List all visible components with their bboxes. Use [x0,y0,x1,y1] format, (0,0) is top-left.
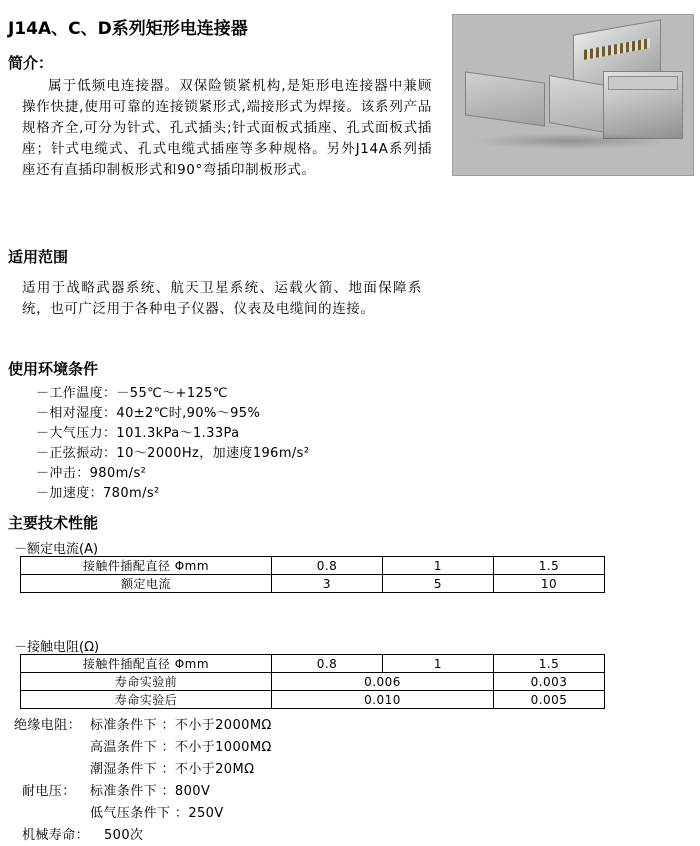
connector-pins-icon [584,38,650,60]
environment-item-1: －相对湿度：40±2℃时,90%～95% [36,406,261,421]
intro-heading: 简介： [8,54,54,72]
cell-h1: 0.8 [272,655,383,673]
product-photo [452,14,694,176]
cell-r1c0: 额定电流 [21,575,272,593]
cell-h0: 接触件插配直径 Φmm [21,655,272,673]
cell-r1c3: 10 [494,575,605,593]
connector-lip-icon [608,76,678,90]
voltage-item-1: 低气压条件下 ：250V [90,806,224,821]
cell-r0c0: 接触件插配直径 Φmm [21,557,272,575]
cell-r1c2: 0.005 [494,691,605,709]
table-row [21,673,605,691]
rated-current-label: －额定电流(A) [14,542,99,557]
scope-heading: 适用范围 [8,248,69,266]
insulation-item-2: 潮湿条件下 ：不小于20MΩ [90,762,255,777]
scope-body: 适用于战略武器系统、航天卫星系统、运载火箭、地面保障系统，也可广泛用于各种电子仪器、仪表及电缆间的连接。 [22,280,422,317]
environment-item-3: －正弦振动：10～2000Hz，加速度196m/s² [36,446,310,461]
mechanical-life-value: 500次 [104,828,144,843]
insulation-label: 绝缘电阻： [14,718,82,733]
cell-r1c1: 3 [272,575,383,593]
cell-r0c2: 0.003 [494,673,605,691]
insulation-item-1: 高温条件下 ：不小于1000MΩ [90,740,272,755]
cell-r0c3: 1.5 [494,557,605,575]
mechanical-life-label: 机械寿命： [22,828,90,843]
cell-h3: 1.5 [494,655,605,673]
voltage-item-0: 标准条件下 ：800V [90,784,211,799]
photo-inner [453,15,693,175]
performance-heading: 主要技术性能 [8,514,99,532]
contact-resistance-label: －接触电阻(Ω) [14,640,100,655]
table-row [21,691,605,709]
intro-body: 属于低频电连接器。双保险锁紧机构,是矩形电连接器中兼顾操作快捷,使用可靠的连接锁紧形式,端接形式为焊接。该系列产品规格齐全,可分为针式、孔式插头;针式面板式插座、孔式面板式插座；针式电缆式、孔式电缆式插座等多种规格。另外J14A系列插座还有直插印制板形式和90°弯插印制板形式。 [22,78,432,178]
voltage-label: 耐电压： [22,784,76,799]
cell-h2: 1 [383,655,494,673]
connector-socket-icon [603,71,683,139]
table-row [21,655,605,673]
contact-resistance-table [20,654,605,709]
cell-r1c0: 寿命实验后 [21,691,272,709]
insulation-item-0: 标准条件下 ：不小于2000MΩ [90,718,272,733]
cell-r1c2: 5 [383,575,494,593]
connector-shell-left-icon [465,71,545,126]
table-row [21,575,605,593]
cell-r0c1: 0.006 [272,673,494,691]
environment-heading: 使用环境条件 [8,360,99,378]
cell-r0c2: 1 [383,557,494,575]
environment-item-5: －加速度：780m/s² [36,486,160,501]
environment-item-2: －大气压力：101.3kPa～1.33Pa [36,426,240,441]
page-title: J14A、C、D系列矩形电连接器 [8,19,248,39]
cell-r0c1: 0.8 [272,557,383,575]
environment-item-0: －工作温度：－55℃～+125℃ [36,386,228,401]
photo-shadow [471,133,671,149]
environment-item-4: －冲击：980m/s² [36,466,147,481]
cell-r0c0: 寿命实验前 [21,673,272,691]
rated-current-table [20,556,605,593]
table-row [21,557,605,575]
cell-r1c1: 0.010 [272,691,494,709]
